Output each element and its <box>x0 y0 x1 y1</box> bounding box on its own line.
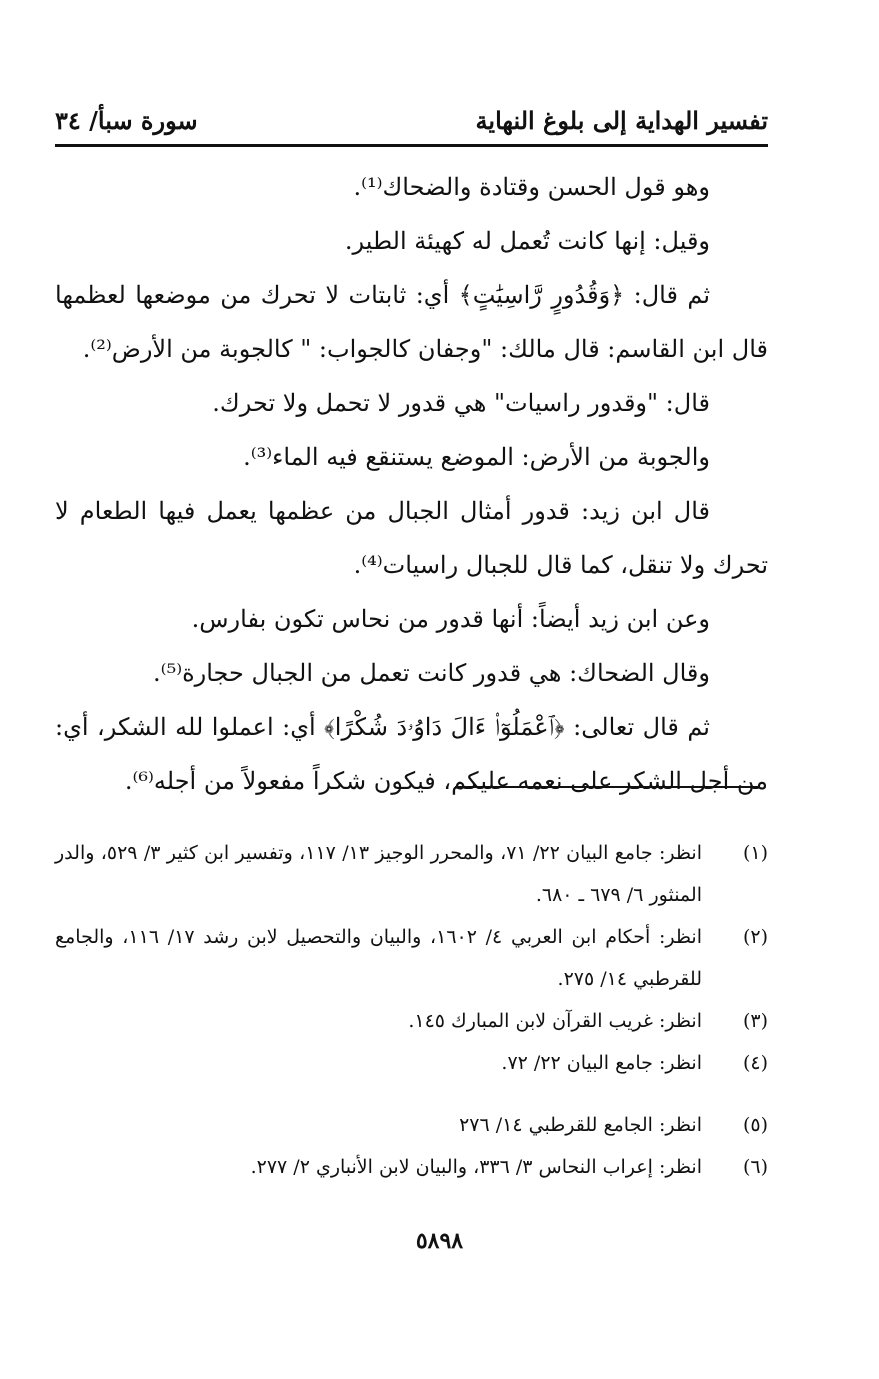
footnote-item <box>55 1104 768 1146</box>
footnote-number: (١) <box>742 842 768 864</box>
footnote-number: (٥) <box>742 1114 768 1136</box>
paragraph: وهو قول الحسن وقتادة والضحاك⁽¹⁾. <box>353 173 710 201</box>
footnote-text: انظر: إعراب النحاس ٣/ ٣٣٦، والبيان لابن الأنباري ٢/ ٢٧٧. <box>250 1156 702 1178</box>
paragraph: ثم قال: ﴿وَقُدُورٍ رَّاسِيَٰتٍ﴾ أي: ثابتات لا تحرك من موضعها لعظمها قال ابن القاسم: قال مالك: "وجفان كالجواب: " كالجوبة من الأرض⁽²⁾. <box>55 281 768 363</box>
paragraph: وعن ابن زيد أيضاً: أنها قدور من نحاس تكون بفارس. <box>191 605 710 633</box>
footnote-item <box>55 1000 768 1042</box>
footnote-text: انظر: جامع البيان ٢٢/ ٧١، والمحرر الوجيز ١٣/ ١١٧، وتفسير ابن كثير ٣/ ٥٢٩، والدر المنثور ٦/ ٦٧٩ ـ ٦٨٠. <box>55 842 702 906</box>
footnote-number: (٤) <box>742 1052 768 1074</box>
footnotes <box>55 832 768 1188</box>
main-text <box>55 160 768 808</box>
footnote-text: انظر: غريب القرآن لابن المبارك ١٤٥. <box>408 1010 702 1032</box>
footnote-separator <box>455 786 760 788</box>
footnote-item <box>55 1042 768 1084</box>
paragraph: ثم قال تعالى: ﴿ٱعْمَلُوٓا۟ ءَالَ دَاوُۥدَ شُكْرًا﴾ أي: اعملوا لله الشكر، أي: من أجل الشكر على نعمه عليكم، فيكون شكراً مفعولاً من أجله⁽⁶⁾. <box>55 713 768 795</box>
paragraph: والجوبة من الأرض: الموضع يستنقع فيه الماء⁽³⁾. <box>243 443 710 471</box>
paragraph: وقال الضحاك: هي قدور كانت تعمل من الجبال حجارة⁽⁵⁾. <box>153 659 710 687</box>
footnote-item <box>55 1146 768 1188</box>
page-number: ٥٨٩٨ <box>415 1228 464 1254</box>
footnote-number: (٣) <box>742 1010 768 1032</box>
paragraph: قال: "وقدور راسيات" هي قدور لا تحمل ولا تحرك. <box>212 389 710 417</box>
paragraph: وقيل: إنها كانت تُعمل له كهيئة الطير. <box>344 227 710 255</box>
footnote-text: انظر: أحكام ابن العربي ٤/ ١٦٠٢، والبيان والتحصيل لابن رشد ١٧/ ١١٦، والجامع للقرطبي ١٤/ ٢٧٥. <box>55 926 702 990</box>
footnote-item <box>55 832 768 916</box>
header-rule <box>55 144 768 147</box>
footnote-text: انظر: الجامع للقرطبي ١٤/ ٢٧٦ <box>459 1114 702 1136</box>
footnote-text: انظر: جامع البيان ٢٢/ ٧٢. <box>501 1052 702 1074</box>
running-header <box>55 100 768 140</box>
footnote-number: (٦) <box>742 1156 768 1178</box>
footnote-item <box>55 916 768 1000</box>
surah-reference: سورة سبأ/ ٣٤ <box>55 105 198 135</box>
book-title: تفسير الهداية إلى بلوغ النهاية <box>475 105 768 135</box>
footnote-number: (٢) <box>742 926 768 948</box>
paragraph: قال ابن زيد: قدور أمثال الجبال من عظمها يعمل فيها الطعام لا تحرك ولا تنقل، كما قال للجبال راسيات⁽⁴⁾. <box>55 497 768 579</box>
